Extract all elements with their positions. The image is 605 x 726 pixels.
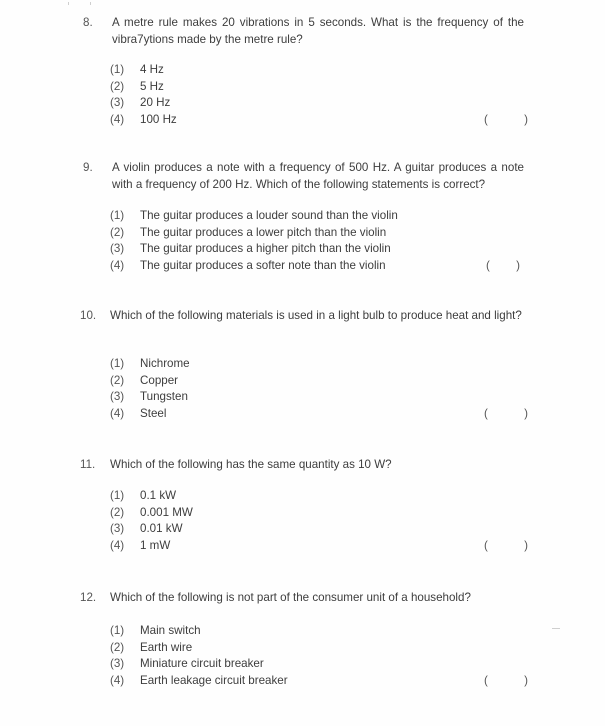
option-2[interactable] xyxy=(110,640,530,657)
options-list xyxy=(110,62,530,128)
option-label: (1) xyxy=(110,357,125,370)
option-text: Tungsten xyxy=(140,390,188,404)
answer-close-paren: ) xyxy=(524,406,528,420)
option-text: 100 Hz xyxy=(140,112,177,126)
option-label: (2) xyxy=(110,640,125,654)
option-text: 0.1 kW xyxy=(140,489,177,502)
option-2[interactable] xyxy=(110,225,530,242)
option-1[interactable] xyxy=(110,488,530,505)
option-text: 0.001 MW xyxy=(140,505,193,519)
option-label: (4) xyxy=(110,673,125,687)
option-text: Earth leakage circuit breaker xyxy=(140,673,288,687)
answer-close-paren: ) xyxy=(524,673,528,687)
option-text: Main switch xyxy=(140,624,201,637)
question-text: Which of the following is not part of the consumer unit of a household? xyxy=(110,591,471,604)
option-1[interactable] xyxy=(110,623,530,640)
option-label: (3) xyxy=(110,242,125,256)
option-label: (1) xyxy=(110,63,125,76)
option-3[interactable] xyxy=(110,95,530,112)
option-label: (4) xyxy=(110,406,125,420)
answer-open-paren: ( xyxy=(484,112,488,126)
question-number: 9. xyxy=(83,161,93,174)
option-text: Steel xyxy=(140,406,167,420)
option-text: 1 mW xyxy=(140,538,171,552)
option-4[interactable] xyxy=(110,673,530,690)
question-text: A violin produces a note with a frequency of 500 Hz. A guitar produces a note with a frequency of 200 Hz. Which of the following statements is correct? xyxy=(112,161,524,191)
question-text: Which of the following materials is used in a light bulb to produce heat and light? xyxy=(110,309,522,322)
answer-close-paren: ) xyxy=(524,538,528,552)
option-4[interactable] xyxy=(110,538,530,555)
question-number: 8. xyxy=(83,16,93,29)
answer-box[interactable] xyxy=(484,538,528,555)
question-text: Which of the following has the same quantity as 10 W? xyxy=(110,458,392,471)
answer-box[interactable] xyxy=(486,258,520,275)
answer-box[interactable] xyxy=(484,673,528,690)
option-text: Nichrome xyxy=(140,357,190,370)
option-text: The guitar produces a softer note than the violin xyxy=(140,258,386,272)
answer-open-paren: ( xyxy=(484,538,488,552)
answer-box[interactable] xyxy=(484,406,528,423)
option-text: Copper xyxy=(140,373,179,387)
answer-open-paren: ( xyxy=(486,258,490,272)
options-list xyxy=(110,208,530,274)
question-number: 12. xyxy=(80,591,97,604)
option-text: The guitar produces a louder sound than the violin xyxy=(140,209,398,222)
answer-box[interactable] xyxy=(484,112,528,129)
option-4[interactable] xyxy=(110,258,530,275)
answer-open-paren: ( xyxy=(484,673,488,687)
option-label: (2) xyxy=(110,505,125,519)
option-label: (3) xyxy=(110,522,125,536)
option-text: 5 Hz xyxy=(140,79,164,93)
question-text: A metre rule makes 20 vibrations in 5 seconds. What is the frequency of the vibra7ytions made by the metre rule? xyxy=(112,16,524,46)
option-label: (3) xyxy=(110,96,125,110)
option-text: Miniature circuit breaker xyxy=(140,657,264,671)
option-label: (1) xyxy=(110,489,125,502)
option-3[interactable] xyxy=(110,241,530,258)
scan-artifact xyxy=(90,2,91,5)
option-2[interactable] xyxy=(110,505,530,522)
answer-close-paren: ) xyxy=(524,112,528,126)
option-1[interactable] xyxy=(110,62,530,79)
option-text: 0.01 kW xyxy=(140,522,183,536)
scan-artifact xyxy=(68,2,69,5)
option-label: (1) xyxy=(110,209,125,222)
option-label: (4) xyxy=(110,112,125,126)
question-number: 11. xyxy=(80,458,96,471)
option-label: (3) xyxy=(110,657,125,671)
option-label: (2) xyxy=(110,373,125,387)
option-4[interactable] xyxy=(110,406,530,423)
option-label: (2) xyxy=(110,225,125,239)
option-text: Earth wire xyxy=(140,640,193,654)
options-list xyxy=(110,488,530,554)
option-text: The guitar produces a lower pitch than the violin xyxy=(140,225,387,239)
option-text: The guitar produces a higher pitch than the violin xyxy=(140,242,391,256)
options-list xyxy=(110,623,530,689)
option-1[interactable] xyxy=(110,208,530,225)
option-label: (1) xyxy=(110,624,125,637)
scan-artifact xyxy=(552,628,560,629)
option-1[interactable] xyxy=(110,356,530,373)
question-number: 10. xyxy=(80,309,97,322)
option-label: (4) xyxy=(110,258,125,272)
options-list xyxy=(110,356,530,422)
option-3[interactable] xyxy=(110,521,530,538)
answer-close-paren: ) xyxy=(516,258,520,272)
option-label: (3) xyxy=(110,390,125,404)
option-2[interactable] xyxy=(110,373,530,390)
option-label: (2) xyxy=(110,79,125,93)
option-3[interactable] xyxy=(110,389,530,406)
answer-open-paren: ( xyxy=(484,406,488,420)
option-text: 20 Hz xyxy=(140,96,171,110)
option-text: 4 Hz xyxy=(140,63,164,76)
option-label: (4) xyxy=(110,538,125,552)
option-4[interactable] xyxy=(110,112,530,129)
option-3[interactable] xyxy=(110,656,530,673)
option-2[interactable] xyxy=(110,79,530,96)
